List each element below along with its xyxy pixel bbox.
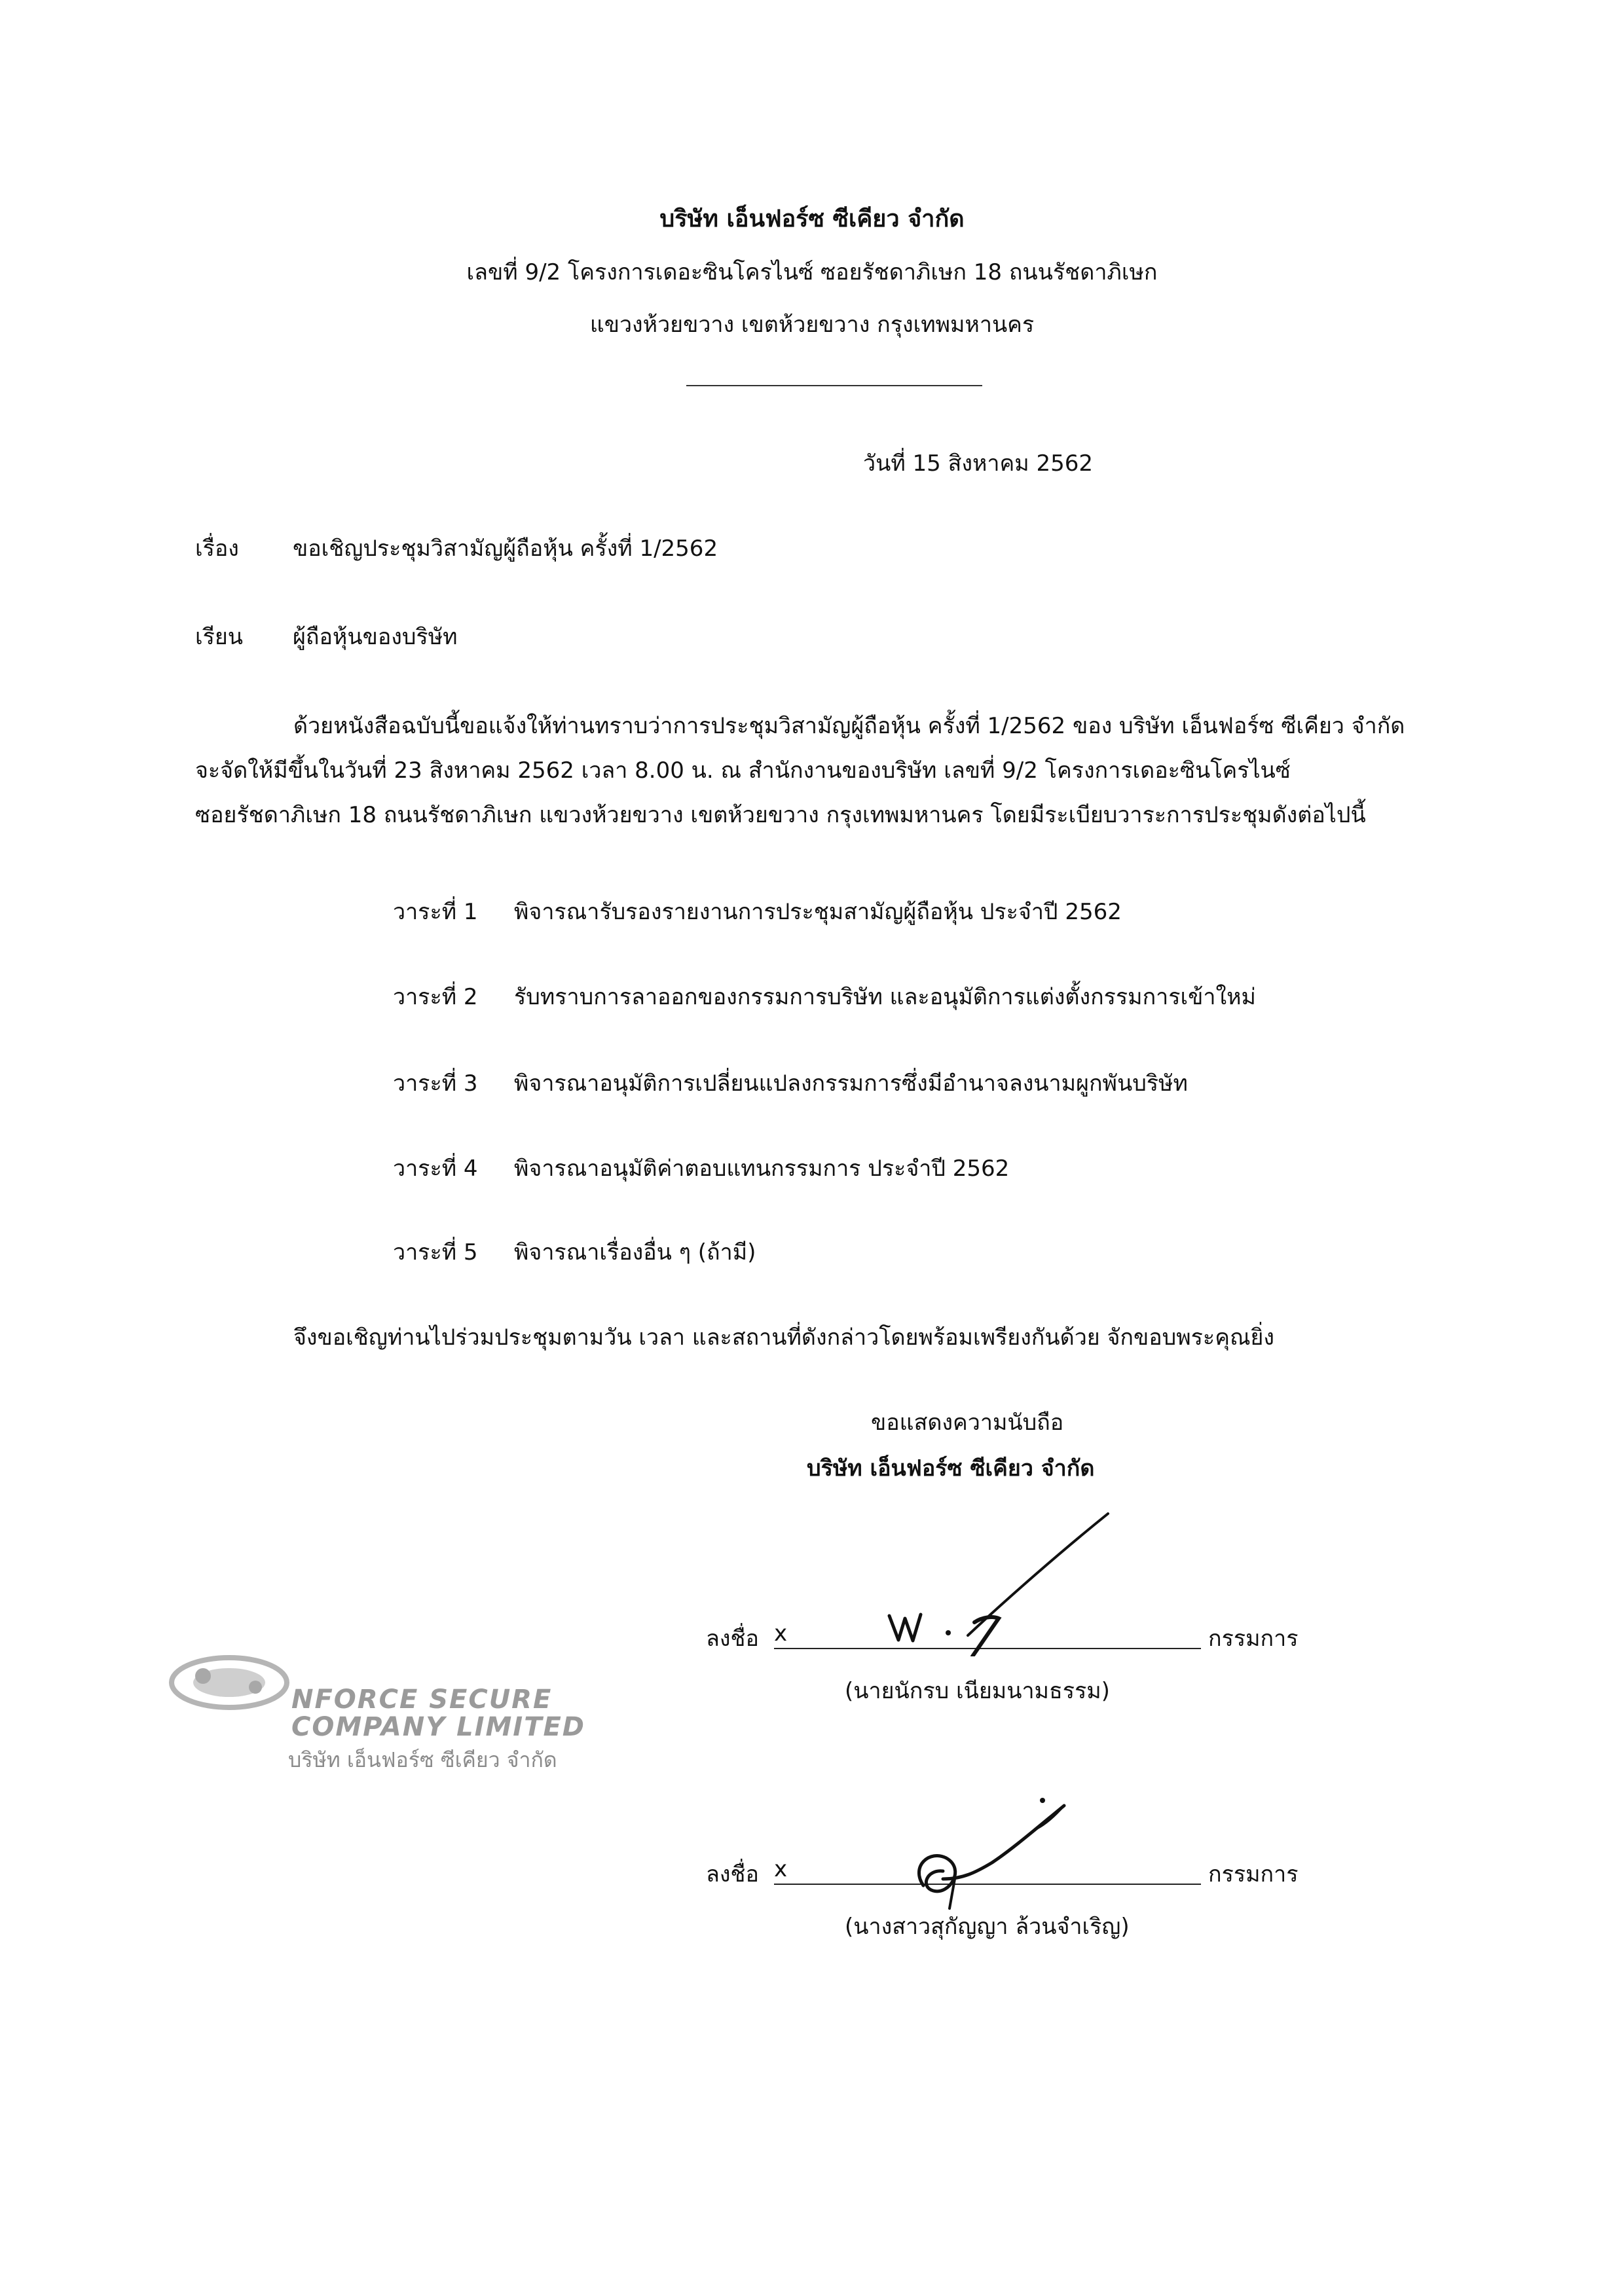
agenda-item-5-text: พิจารณาเรื่องอื่น ๆ (ถ้ามี) <box>514 1239 756 1266</box>
signatory-2-mark: x <box>774 1856 788 1882</box>
closing-regards: ขอแสดงความนับถือ <box>871 1410 1064 1436</box>
address-line-1: เลขที่ 9/2 โครงการเดอะซินโครไนซ์ ซอยรัชดาภิเษก 18 ถนนรัชดาภิเษก <box>466 259 1158 285</box>
body-line-1: ด้วยหนังสือฉบับนี้ขอแจ้งให้ท่านทราบว่าการประชุมวิสามัญผู้ถือหุ้น ครั้งที่ 1/2562 ของ บริษัท เอ็นฟอร์ซ ซีเคียว จำกัด <box>293 713 1405 739</box>
subject-label: เรื่อง <box>195 536 239 562</box>
signatory-2-name: (นางสาวสุกัญญา ล้วนจำเริญ) <box>845 1914 1130 1940</box>
letter-date: วันที่ 15 สิงหาคม 2562 <box>863 450 1093 477</box>
agenda-item-3-text: พิจารณาอนุมัติการเปลี่ยนแปลงกรรมการซึ่งมีอำนาจลงนามผูกพันบริษัท <box>514 1070 1188 1097</box>
closing-company: บริษัท เอ็นฟอร์ซ ซีเคียว จำกัด <box>807 1455 1095 1482</box>
stamp-line-1: NFORCE SECURE <box>291 1685 553 1715</box>
signature-1-handwriting <box>864 1506 1139 1656</box>
signatory-1-sign-label: ลงชื่อ <box>706 1626 759 1652</box>
agenda-item-1-text: พิจารณารับรองรายงานการประชุมสามัญผู้ถือหุ้น ประจำปี 2562 <box>514 899 1122 925</box>
agenda-item-4-text: พิจารณาอนุมัติค่าตอบแทนกรรมการ ประจำปี 2562 <box>514 1156 1010 1182</box>
agenda-item-2-text: รับทราบการลาออกของกรรมการบริษัท และอนุมัติการแต่งตั้งกรรมการเข้าใหม่ <box>514 984 1256 1010</box>
company-stamp <box>164 1647 622 1777</box>
closing-paragraph: จึงขอเชิญท่านไปร่วมประชุมตามวัน เวลา และสถานที่ดังกล่าวโดยพร้อมเพรียงกันด้วย จักขอบพระคุณยิ่ง <box>293 1324 1275 1351</box>
address-line-2: แขวงห้วยขวาง เขตห้วยขวาง กรุงเทพมหานคร <box>589 312 1035 338</box>
agenda-item-5-label: วาระที่ 5 <box>393 1239 478 1266</box>
signatory-2-role: กรรมการ <box>1208 1861 1299 1887</box>
stamp-logo-icon <box>164 1647 295 1719</box>
company-name-heading: บริษัท เอ็นฟอร์ซ ซีเคียว จำกัด <box>659 206 965 232</box>
signatory-2-sign-label: ลงชื่อ <box>706 1861 759 1887</box>
stamp-line-3: บริษัท เอ็นฟอร์ซ ซีเคียว จำกัด <box>288 1747 557 1772</box>
signatory-1-role: กรรมการ <box>1208 1626 1299 1652</box>
agenda-item-2-label: วาระที่ 2 <box>393 984 478 1010</box>
stamp-line-2: COMPANY LIMITED <box>291 1712 586 1742</box>
signatory-1-mark: x <box>774 1620 788 1647</box>
body-line-2: จะจัดให้มีขึ้นในวันที่ 23 สิงหาคม 2562 เวลา 8.00 น. ณ สำนักงานของบริษัท เลขที่ 9/2 โครงการเดอะซินโครไนซ์ <box>195 757 1291 784</box>
recipient-label: เรียน <box>195 624 244 650</box>
subject-text: ขอเชิญประชุมวิสามัญผู้ถือหุ้น ครั้งที่ 1/2562 <box>293 536 718 562</box>
body-line-3: ซอยรัชดาภิเษก 18 ถนนรัชดาภิเษก แขวงห้วยขวาง เขตห้วยขวาง กรุงเทพมหานคร โดยมีระเบียบวาระการประชุมดังต่อไปนี้ <box>195 802 1366 828</box>
signatory-1-name: (นายนักรบ เนียมนามธรรม) <box>845 1678 1110 1704</box>
agenda-item-1-label: วาระที่ 1 <box>393 899 478 925</box>
agenda-item-4-label: วาระที่ 4 <box>393 1156 478 1182</box>
header-divider <box>686 385 982 386</box>
signature-2-handwriting <box>904 1781 1100 1912</box>
agenda-item-3-label: วาระที่ 3 <box>393 1070 478 1097</box>
recipient-text: ผู้ถือหุ้นของบริษัท <box>293 624 458 650</box>
